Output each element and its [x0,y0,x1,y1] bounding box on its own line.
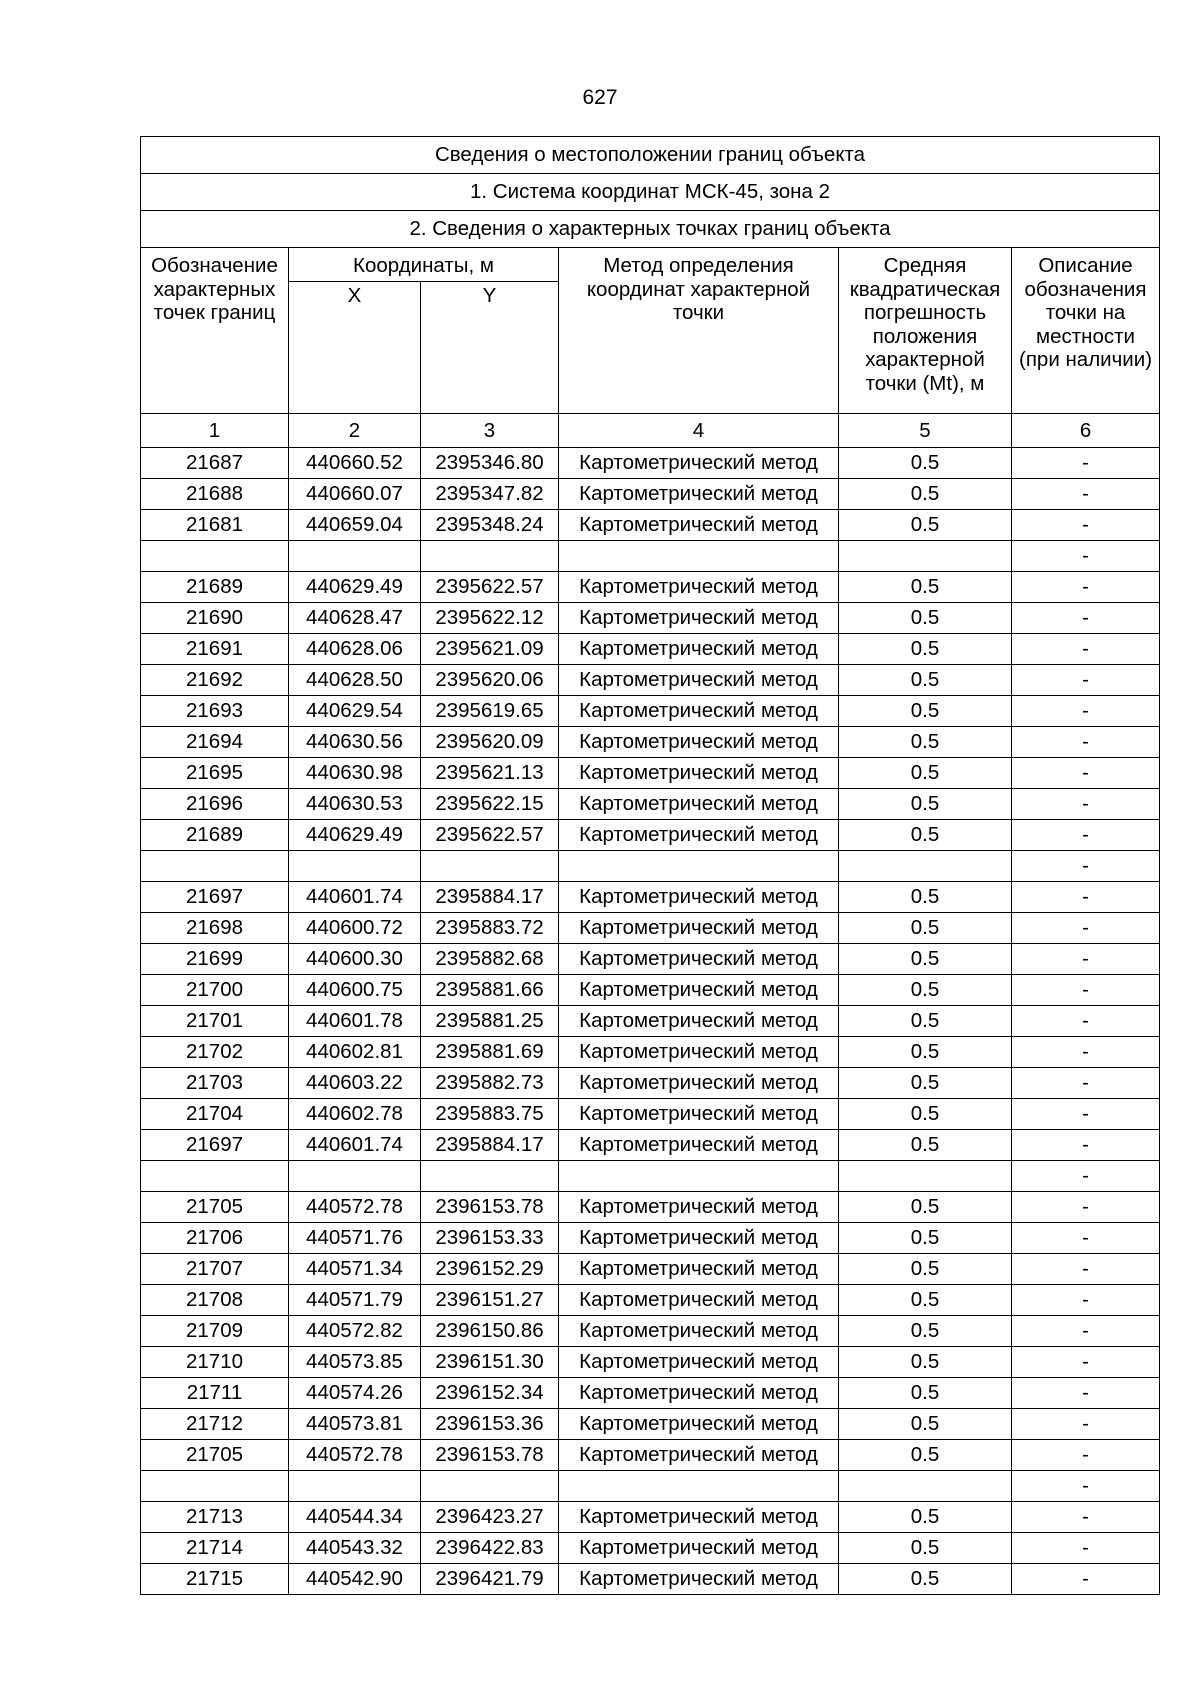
table-row [141,1347,1160,1378]
cell-error: 0.5 [839,1502,1012,1533]
cell-y: 2396152.29 [421,1254,559,1285]
table-row [141,1254,1160,1285]
cell-point: 21687 [141,448,289,479]
cell-x: 440629.54 [289,696,421,727]
cell-description: - [1012,1316,1160,1347]
cell-error: 0.5 [839,1254,1012,1285]
cell-error: 0.5 [839,789,1012,820]
header-description: Описание обозначения точки на местности (при наличии) [1012,248,1160,414]
cell-x: 440574.26 [289,1378,421,1409]
cell-point: 21689 [141,572,289,603]
table-row [141,1440,1160,1471]
cell-y: 2395881.69 [421,1037,559,1068]
cell-description: - [1012,1068,1160,1099]
cell-description: - [1012,1254,1160,1285]
cell-description: - [1012,1564,1160,1595]
cell-error: 0.5 [839,1564,1012,1595]
cell-description: - [1012,1130,1160,1161]
cell-y: 2396151.30 [421,1347,559,1378]
cell-error: 0.5 [839,944,1012,975]
table-title-row [141,211,1160,248]
cell-x: 440600.75 [289,975,421,1006]
cell-point: 21697 [141,1130,289,1161]
cell-method: Картометрический метод [559,1068,839,1099]
cell-error [839,851,1012,882]
cell-description: - [1012,541,1160,572]
cell-x: 440601.74 [289,882,421,913]
table-row [141,882,1160,913]
page-number: 627 [582,86,618,109]
cell-point: 21712 [141,1409,289,1440]
header-x: X [289,282,421,414]
cell-point: 21695 [141,758,289,789]
cell-method: Картометрический метод [559,789,839,820]
cell-description: - [1012,1223,1160,1254]
cell-description: - [1012,634,1160,665]
header-error: Средняя квадратическая погрешность положения характерной точки (Mt), м [839,248,1012,414]
cell-y: 2395347.82 [421,479,559,510]
cell-method: Картометрический метод [559,944,839,975]
cell-x: 440600.30 [289,944,421,975]
cell-description: - [1012,1378,1160,1409]
cell-x: 440544.34 [289,1502,421,1533]
cell-method: Картометрический метод [559,1409,839,1440]
cell-x: 440629.49 [289,820,421,851]
cell-method: Картометрический метод [559,882,839,913]
cell-method: Картометрический метод [559,572,839,603]
table-row [141,727,1160,758]
cell-y: 2395346.80 [421,448,559,479]
table-title: Сведения о местоположении границ объекта [141,137,1160,174]
cell-x: 440571.79 [289,1285,421,1316]
cell-error: 0.5 [839,913,1012,944]
cell-error: 0.5 [839,1130,1012,1161]
cell-point: 21700 [141,975,289,1006]
header-row [141,248,1160,282]
cell-method: Картометрический метод [559,603,839,634]
cell-description: - [1012,913,1160,944]
cell-method: Картометрический метод [559,448,839,479]
column-number: 5 [839,414,1012,448]
cell-y: 2395881.25 [421,1006,559,1037]
cell-y [421,1161,559,1192]
table-row [141,479,1160,510]
table-row [141,1409,1160,1440]
cell-y: 2396153.78 [421,1440,559,1471]
table-row [141,603,1160,634]
cell-x [289,851,421,882]
cell-error: 0.5 [839,1378,1012,1409]
cell-method [559,541,839,572]
cell-point: 21694 [141,727,289,758]
cell-description: - [1012,1285,1160,1316]
cell-description: - [1012,479,1160,510]
cell-point: 21696 [141,789,289,820]
cell-method [559,1471,839,1502]
cell-point: 21692 [141,665,289,696]
cell-description: - [1012,1006,1160,1037]
cell-error: 0.5 [839,634,1012,665]
table-row [141,851,1160,882]
cell-error: 0.5 [839,696,1012,727]
cell-point: 21688 [141,479,289,510]
cell-method: Картометрический метод [559,1440,839,1471]
table-row [141,1099,1160,1130]
cell-y: 2396422.83 [421,1533,559,1564]
cell-point: 21702 [141,1037,289,1068]
cell-description: - [1012,758,1160,789]
cell-x: 440659.04 [289,510,421,541]
cell-x: 440602.78 [289,1099,421,1130]
cell-method: Картометрический метод [559,696,839,727]
cell-method: Картометрический метод [559,1223,839,1254]
points-section-title: 2. Сведения о характерных точках границ объекта [141,211,1160,248]
cell-description: - [1012,1037,1160,1068]
cell-description: - [1012,1409,1160,1440]
cell-y: 2396421.79 [421,1564,559,1595]
table-row [141,1564,1160,1595]
cell-method: Картометрический метод [559,479,839,510]
cell-point: 21697 [141,882,289,913]
table-row [141,789,1160,820]
cell-y [421,1471,559,1502]
cell-description: - [1012,665,1160,696]
column-number: 4 [559,414,839,448]
table-row [141,1471,1160,1502]
cell-point: 21703 [141,1068,289,1099]
cell-description: - [1012,1161,1160,1192]
cell-y: 2395882.68 [421,944,559,975]
cell-point [141,541,289,572]
header-y: Y [421,282,559,414]
table-row [141,1378,1160,1409]
table-row [141,696,1160,727]
table-row [141,1006,1160,1037]
cell-method: Картометрический метод [559,1099,839,1130]
cell-x: 440628.47 [289,603,421,634]
cell-point: 21690 [141,603,289,634]
column-number: 2 [289,414,421,448]
cell-error: 0.5 [839,603,1012,634]
cell-error: 0.5 [839,1223,1012,1254]
cell-point [141,851,289,882]
cell-y: 2395621.13 [421,758,559,789]
cell-point: 21701 [141,1006,289,1037]
cell-x: 440571.34 [289,1254,421,1285]
cell-x: 440542.90 [289,1564,421,1595]
cell-method: Картометрический метод [559,975,839,1006]
column-numbers-row [141,414,1160,448]
cell-point: 21715 [141,1564,289,1595]
cell-x: 440602.81 [289,1037,421,1068]
table-row [141,758,1160,789]
cell-error: 0.5 [839,479,1012,510]
cell-error: 0.5 [839,758,1012,789]
column-number: 6 [1012,414,1160,448]
cell-error: 0.5 [839,820,1012,851]
cell-error: 0.5 [839,665,1012,696]
cell-x: 440571.76 [289,1223,421,1254]
cell-description: - [1012,851,1160,882]
cell-x: 440572.78 [289,1440,421,1471]
cell-y: 2395622.57 [421,572,559,603]
cell-y: 2395348.24 [421,510,559,541]
cell-y: 2395883.72 [421,913,559,944]
cell-method: Картометрический метод [559,1347,839,1378]
cell-point: 21711 [141,1378,289,1409]
cell-description: - [1012,1502,1160,1533]
cell-error: 0.5 [839,1006,1012,1037]
cell-error: 0.5 [839,1037,1012,1068]
cell-method: Картометрический метод [559,1037,839,1068]
cell-point: 21704 [141,1099,289,1130]
cell-x: 440572.78 [289,1192,421,1223]
table-row [141,1161,1160,1192]
table-row [141,944,1160,975]
cell-point: 21714 [141,1533,289,1564]
table-row [141,820,1160,851]
cell-point: 21693 [141,696,289,727]
table-row [141,1223,1160,1254]
cell-description: - [1012,789,1160,820]
cell-error: 0.5 [839,1316,1012,1347]
cell-y [421,851,559,882]
table-row [141,1192,1160,1223]
cell-point: 21713 [141,1502,289,1533]
cell-point [141,1161,289,1192]
cell-description: - [1012,1471,1160,1502]
table-row [141,1037,1160,1068]
table-row [141,1316,1160,1347]
cell-error: 0.5 [839,1440,1012,1471]
cell-method: Картометрический метод [559,1192,839,1223]
header-point: Обозначение характерных точек границ [141,248,289,414]
cell-method: Картометрический метод [559,1006,839,1037]
cell-description: - [1012,1347,1160,1378]
cell-x: 440543.32 [289,1533,421,1564]
cell-error: 0.5 [839,1099,1012,1130]
cell-method: Картометрический метод [559,1316,839,1347]
cell-description: - [1012,572,1160,603]
cell-x: 440603.22 [289,1068,421,1099]
cell-y: 2395622.57 [421,820,559,851]
cell-point: 21689 [141,820,289,851]
cell-x: 440573.81 [289,1409,421,1440]
cell-error: 0.5 [839,1192,1012,1223]
cell-method: Картометрический метод [559,1285,839,1316]
cell-method: Картометрический метод [559,1564,839,1595]
cell-point: 21705 [141,1192,289,1223]
cell-y: 2395619.65 [421,696,559,727]
cell-x: 440628.06 [289,634,421,665]
cell-error: 0.5 [839,1533,1012,1564]
cell-method: Картометрический метод [559,727,839,758]
cell-method: Картометрический метод [559,1533,839,1564]
cell-error: 0.5 [839,727,1012,758]
cell-description: - [1012,882,1160,913]
cell-y: 2395884.17 [421,1130,559,1161]
cell-y [421,541,559,572]
cell-x: 440601.78 [289,1006,421,1037]
table-row [141,913,1160,944]
cell-method: Картометрический метод [559,665,839,696]
cell-point: 21708 [141,1285,289,1316]
column-number: 1 [141,414,289,448]
cell-x: 440660.07 [289,479,421,510]
table-title-row [141,137,1160,174]
cell-x: 440629.49 [289,572,421,603]
cell-y: 2395622.12 [421,603,559,634]
cell-point: 21710 [141,1347,289,1378]
cell-x [289,1471,421,1502]
cell-y: 2395881.66 [421,975,559,1006]
cell-method: Картометрический метод [559,1378,839,1409]
cell-y: 2395882.73 [421,1068,559,1099]
cell-method: Картометрический метод [559,758,839,789]
table-row [141,1502,1160,1533]
cell-y: 2395622.15 [421,789,559,820]
cell-description: - [1012,820,1160,851]
cell-error: 0.5 [839,572,1012,603]
cell-method: Картометрический метод [559,1130,839,1161]
cell-x: 440630.53 [289,789,421,820]
cell-description: - [1012,1533,1160,1564]
cell-y: 2395620.09 [421,727,559,758]
cell-y: 2395620.06 [421,665,559,696]
cell-y: 2396153.33 [421,1223,559,1254]
cell-description: - [1012,603,1160,634]
cell-y: 2395884.17 [421,882,559,913]
cell-y: 2396153.36 [421,1409,559,1440]
cell-point: 21691 [141,634,289,665]
cell-error: 0.5 [839,882,1012,913]
cell-x: 440600.72 [289,913,421,944]
cell-error: 0.5 [839,448,1012,479]
cell-method: Картометрический метод [559,913,839,944]
cell-point [141,1471,289,1502]
cell-error: 0.5 [839,1347,1012,1378]
table-row [141,448,1160,479]
cell-x: 440630.56 [289,727,421,758]
cell-x: 440601.74 [289,1130,421,1161]
cell-y: 2396152.34 [421,1378,559,1409]
cell-x [289,1161,421,1192]
cell-point: 21709 [141,1316,289,1347]
cell-y: 2396153.78 [421,1192,559,1223]
coordinate-system-title: 1. Система координат МСК-45, зона 2 [141,174,1160,211]
table-row [141,665,1160,696]
cell-error [839,1471,1012,1502]
cell-error [839,541,1012,572]
cell-y: 2395883.75 [421,1099,559,1130]
cell-description: - [1012,727,1160,758]
cell-method: Картометрический метод [559,1502,839,1533]
cell-method [559,1161,839,1192]
boundary-points-table [140,136,1160,1595]
cell-description: - [1012,1099,1160,1130]
cell-description: - [1012,944,1160,975]
cell-method [559,851,839,882]
cell-error: 0.5 [839,975,1012,1006]
table-row [141,1285,1160,1316]
cell-description: - [1012,975,1160,1006]
cell-y: 2396151.27 [421,1285,559,1316]
cell-error [839,1161,1012,1192]
cell-point: 21706 [141,1223,289,1254]
cell-point: 21698 [141,913,289,944]
cell-method: Картометрический метод [559,1254,839,1285]
cell-y: 2396423.27 [421,1502,559,1533]
cell-x: 440660.52 [289,448,421,479]
cell-error: 0.5 [839,1409,1012,1440]
cell-error: 0.5 [839,1068,1012,1099]
cell-x: 440628.50 [289,665,421,696]
table-row [141,572,1160,603]
cell-point: 21699 [141,944,289,975]
cell-method: Картометрический метод [559,634,839,665]
table-row [141,510,1160,541]
cell-method: Картометрический метод [559,820,839,851]
cell-description: - [1012,448,1160,479]
table-row [141,975,1160,1006]
cell-x: 440630.98 [289,758,421,789]
cell-error: 0.5 [839,510,1012,541]
header-coords: Координаты, м [289,248,559,282]
cell-x [289,541,421,572]
cell-description: - [1012,696,1160,727]
cell-point: 21681 [141,510,289,541]
table-row [141,541,1160,572]
table-row [141,1130,1160,1161]
table-row [141,1533,1160,1564]
cell-description: - [1012,510,1160,541]
cell-error: 0.5 [839,1285,1012,1316]
cell-y: 2396150.86 [421,1316,559,1347]
cell-y: 2395621.09 [421,634,559,665]
cell-description: - [1012,1440,1160,1471]
cell-x: 440572.82 [289,1316,421,1347]
cell-point: 21707 [141,1254,289,1285]
cell-x: 440573.85 [289,1347,421,1378]
cell-description: - [1012,1192,1160,1223]
cell-method: Картометрический метод [559,510,839,541]
table-row [141,1068,1160,1099]
column-number: 3 [421,414,559,448]
table-row [141,634,1160,665]
header-method: Метод определения координат характерной точки [559,248,839,414]
table-title-row [141,174,1160,211]
cell-point: 21705 [141,1440,289,1471]
